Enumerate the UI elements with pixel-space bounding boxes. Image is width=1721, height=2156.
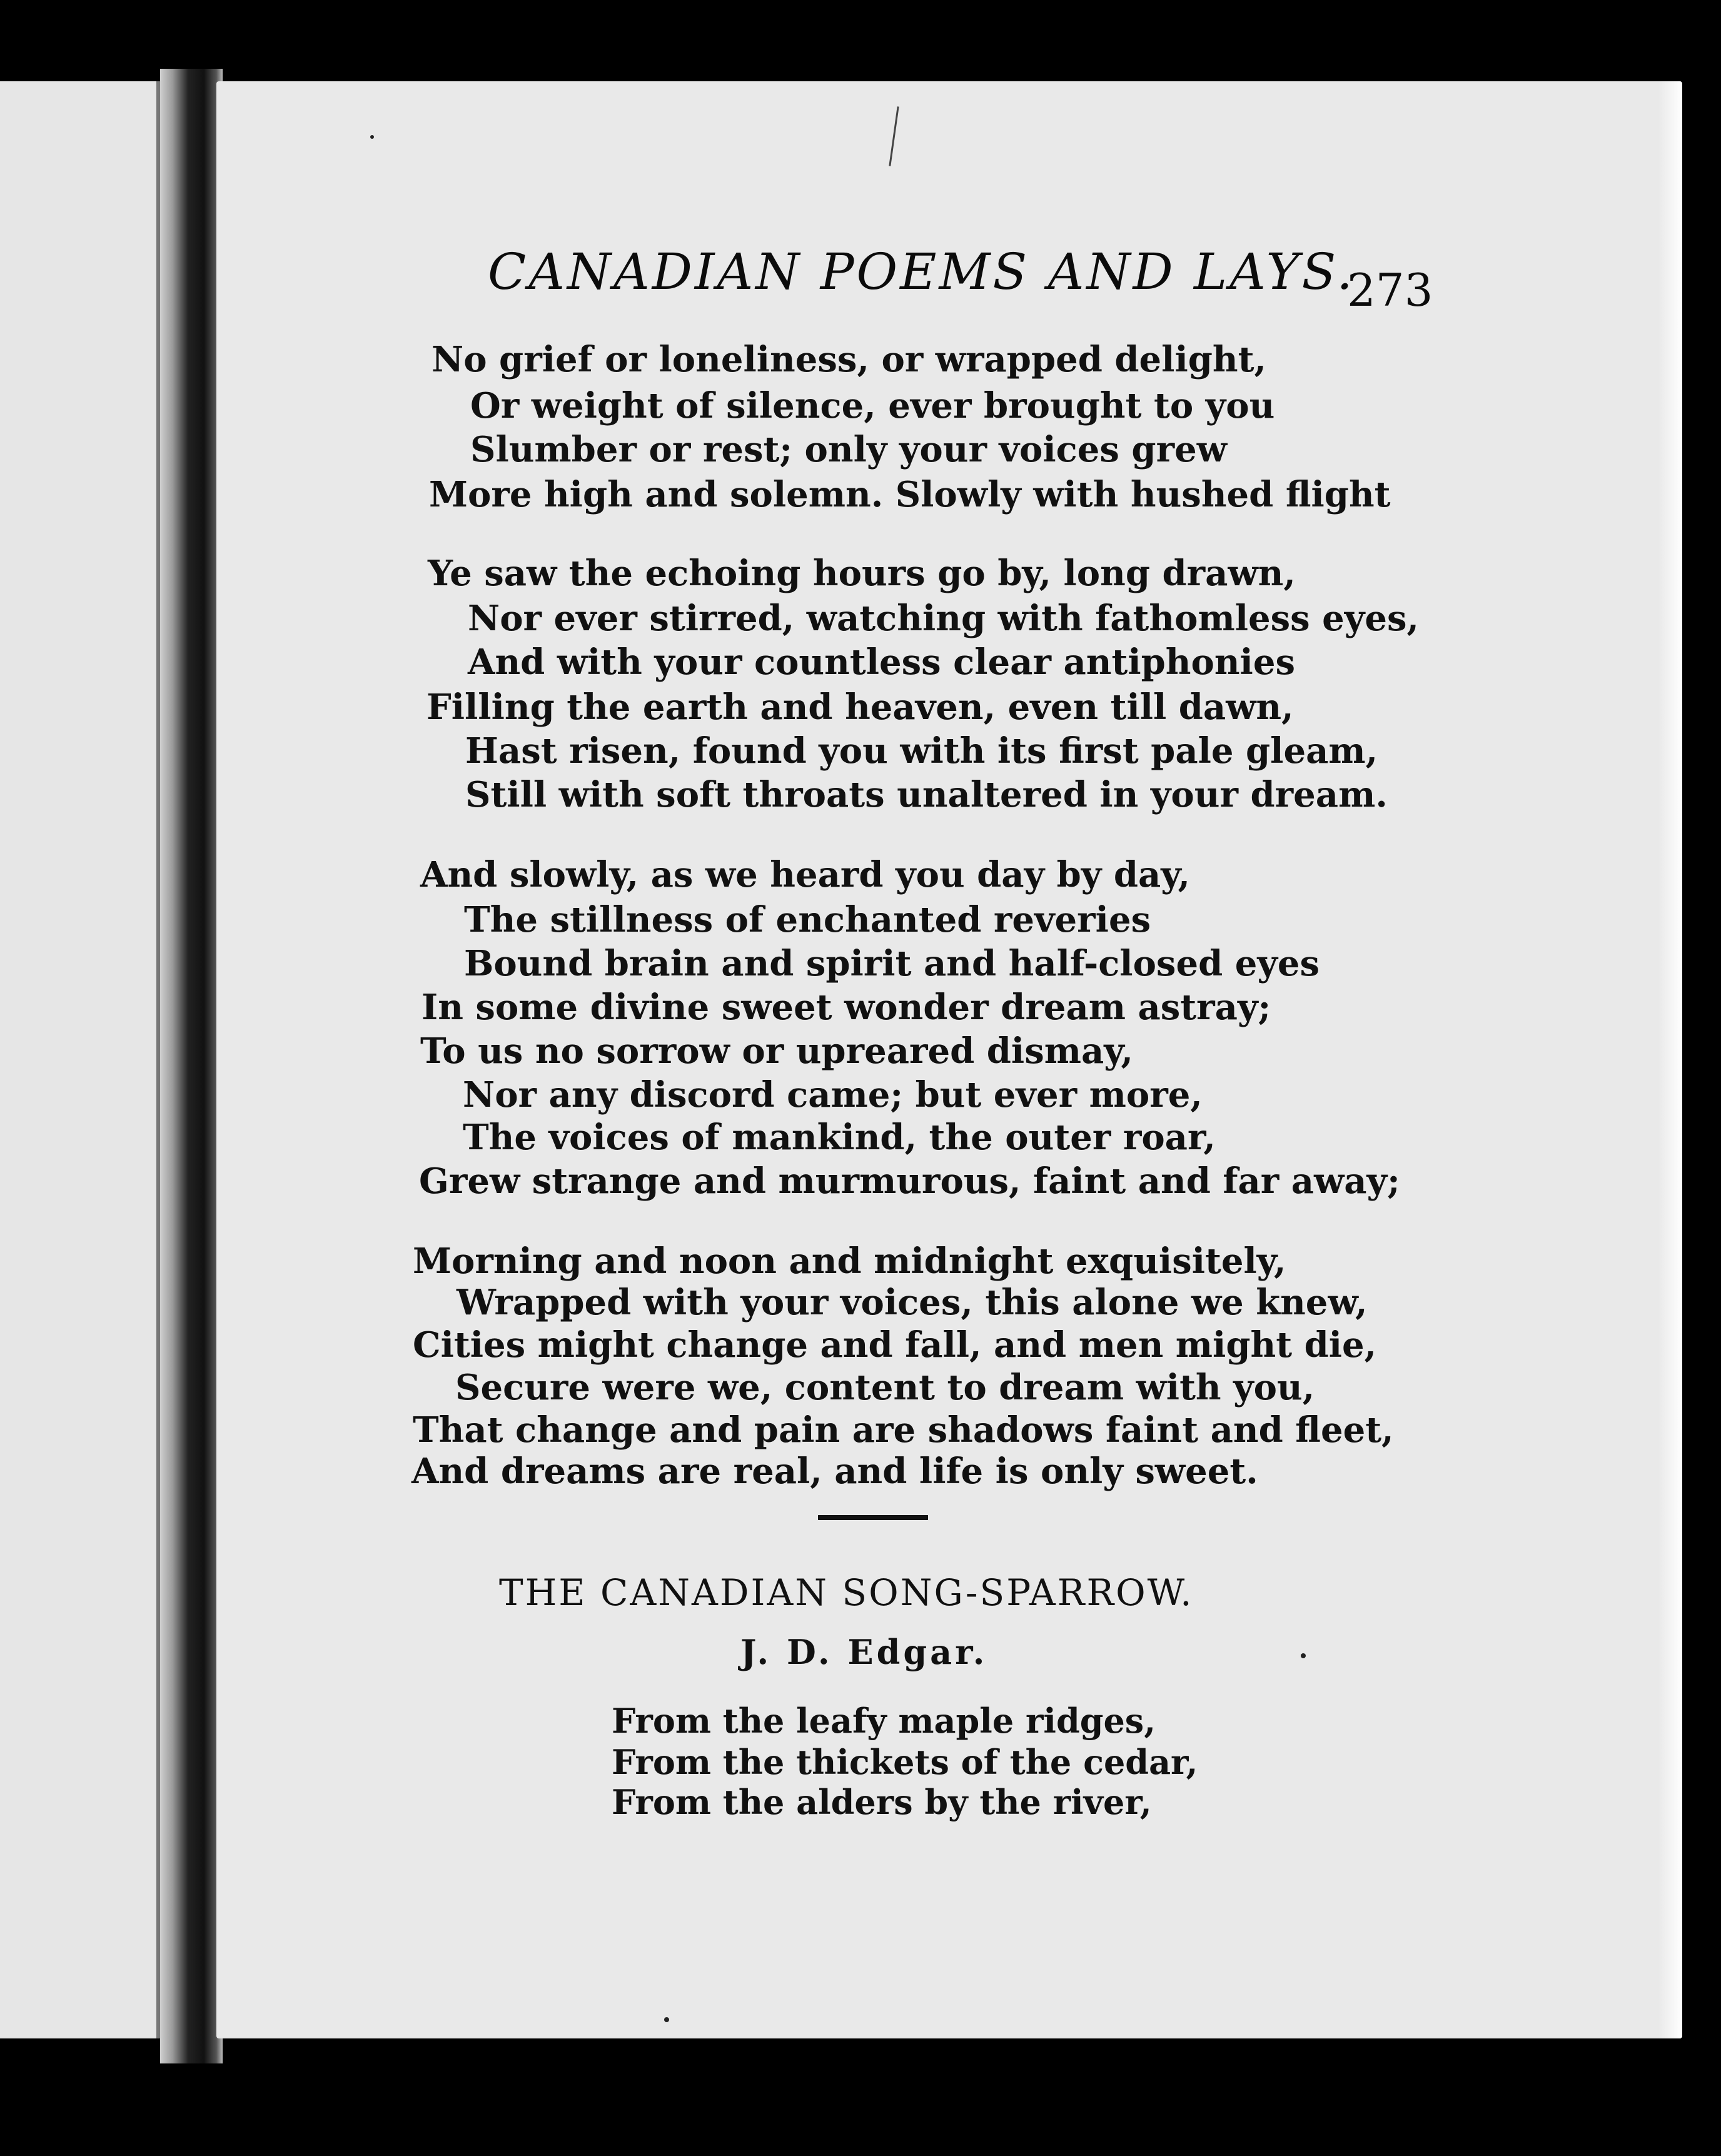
poem-line: Nor any discord came; but ever more, <box>463 1074 1203 1116</box>
book-page <box>216 81 1682 2038</box>
poem-line: Nor ever stirred, watching with fathomless eyes, <box>468 598 1419 639</box>
poem-line: Secure were we, content to dream with you, <box>455 1367 1315 1408</box>
poem-line: Cities might change and fall, and men might die, <box>413 1324 1377 1366</box>
poem-line: More high and solemn. Slowly with hushed flight <box>429 474 1391 515</box>
poem-line: From the alders by the river, <box>612 1782 1152 1822</box>
poem-line: Filling the earth and heaven, even till dawn, <box>426 687 1294 728</box>
poem-line: Slumber or rest; only your voices grew <box>470 429 1227 470</box>
page-mark <box>889 106 899 166</box>
book-spine <box>160 69 223 2063</box>
poem-line: Bound brain and spirit and half-closed eyes <box>464 943 1320 984</box>
poem-line: The voices of mankind, the outer roar, <box>463 1117 1216 1158</box>
page-edge <box>1658 81 1682 2038</box>
poem-line: Morning and noon and midnight exquisitely, <box>413 1241 1286 1282</box>
poem-line: Ye saw the echoing hours go by, long drawn, <box>428 553 1296 594</box>
poem-line: That change and pain are shadows faint and fleet, <box>413 1409 1394 1451</box>
left-page-edge <box>0 81 160 2038</box>
poem-line: The stillness of enchanted reveries <box>464 899 1151 940</box>
poem-author: J. D. Edgar. <box>740 1632 988 1672</box>
poem-line: And dreams are real, and life is only sweet. <box>411 1451 1258 1492</box>
poem-line: From the thickets of the cedar, <box>612 1742 1198 1782</box>
running-head: CANADIAN POEMS AND LAYS. <box>488 243 1355 301</box>
print-speck <box>664 2017 669 2022</box>
poem-line: Still with soft throats unaltered in your dream. <box>465 774 1388 815</box>
poem-line: From the leafy maple ridges, <box>612 1701 1156 1741</box>
poem-line: Grew strange and murmurous, faint and far away; <box>419 1161 1400 1202</box>
print-speck <box>1301 1653 1306 1658</box>
poem-line: Hast risen, found you with its first pale gleam, <box>465 730 1378 772</box>
poem-line: And with your countless clear antiphonies <box>468 642 1295 683</box>
poem-line: And slowly, as we heard you day by day, <box>420 854 1190 895</box>
section-rule <box>818 1515 928 1520</box>
poem-title: THE CANADIAN SONG-SPARROW. <box>499 1571 1194 1614</box>
poem-line: In some divine sweet wonder dream astray; <box>421 987 1271 1028</box>
poem-line: Or weight of silence, ever brought to you <box>470 385 1275 426</box>
page-number: 273 <box>1347 264 1433 316</box>
poem-line: Wrapped with your voices, this alone we knew, <box>457 1282 1368 1323</box>
print-speck <box>370 135 374 139</box>
poem-line: No grief or loneliness, or wrapped delight, <box>432 339 1266 380</box>
poem-line: To us no sorrow or upreared dismay, <box>420 1030 1133 1072</box>
